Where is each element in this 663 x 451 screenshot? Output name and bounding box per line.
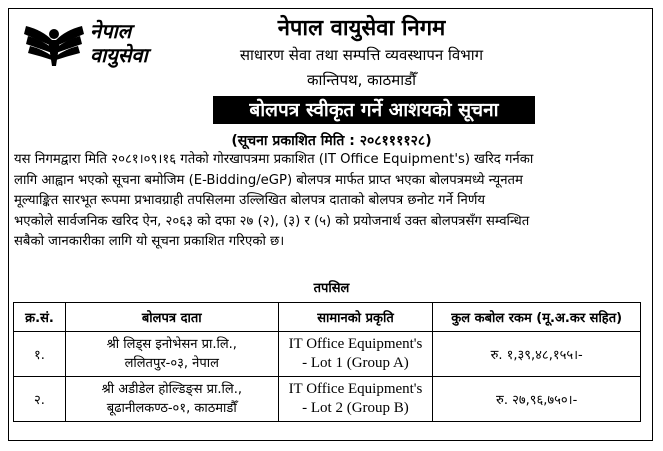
- bidder-cell: [65, 377, 278, 422]
- details-heading: तपसिल: [313, 281, 350, 296]
- table-row: [14, 377, 641, 422]
- col-header-nature: सामानको प्रकृति: [278, 303, 433, 332]
- notice-title: बोलपत्र स्वीकृत गर्ने आशयको सूचना: [213, 96, 535, 124]
- nature-line2: - Lot 2 (Group B): [302, 400, 409, 416]
- table-header-row: [14, 303, 641, 332]
- notice-body: [14, 150, 642, 253]
- serial-cell: २.: [14, 377, 66, 422]
- col-header-amount: कुल कबोल रकम (मू.अ.कर सहित): [433, 303, 641, 332]
- nature-line1: IT Office Equipment's: [288, 381, 423, 397]
- nature-line1: IT Office Equipment's: [288, 336, 423, 352]
- bidder-address: ललितपुर-०३, नेपाल: [124, 356, 219, 371]
- bidder-name: श्री अडीडेल होल्डिङ्स प्रा.लि.,: [101, 382, 242, 397]
- amount-cell: रु. १,३९,४८,१५५।-: [433, 332, 641, 377]
- award-table: [13, 302, 641, 422]
- body-line: सबैको जानकारीका लागि यो सूचना प्रकाशित गरिएको छ।: [14, 234, 285, 249]
- body-line: यस निगमद्वारा मिति २०८१।०९।१६ गतेको गोरखापत्रमा प्रकाशित (IT Office Equipment's) खरिद गर्नका: [14, 152, 534, 167]
- logo-text-line2: वायुसेवा: [90, 43, 148, 67]
- published-date: (सूचना प्रकाशित मिति : २०८११११२८): [231, 133, 432, 149]
- nature-line2: - Lot 1 (Group A): [302, 355, 409, 371]
- nature-cell: [278, 332, 433, 377]
- bidder-address: बूढानीलकण्ठ-०१, काठमाडौँ: [106, 401, 237, 416]
- organization-name: नेपाल वायुसेवा निगम: [277, 16, 446, 41]
- body-line: मूल्याङ्कित सारभूत रूपमा प्रभावग्राही तपसिलमा उल्लिखित बोलपत्र दाताको बोलपत्र छनोट गर्ने निर्णय: [14, 193, 486, 208]
- col-header-serial: क्र.सं.: [14, 303, 66, 332]
- department-name: साधारण सेवा तथा सम्पत्ति व्यवस्थापन विभाग: [239, 46, 484, 64]
- nature-cell: [278, 377, 433, 422]
- bidder-cell: [65, 332, 278, 377]
- bidder-name: श्री लिड्स इनोभेसन प्रा.लि.,: [106, 337, 237, 352]
- logo-text-line1: नेपाल: [90, 19, 132, 43]
- body-line: भएकोले सार्वजनिक खरिद ऐन, २०६३ को दफा २७ (२), (३) र (५) को प्रयोजनार्थ उक्त बोलपत्रसँग सम्वन्धित: [14, 213, 530, 229]
- amount-cell: रु. २७,९६,७५०।-: [433, 377, 641, 422]
- serial-cell: १.: [14, 332, 66, 377]
- table-row: [14, 332, 641, 377]
- col-header-bidder: बोलपत्र दाता: [65, 303, 278, 332]
- body-line: लागि आह्वान भएको सूचना बमोजिम (E-Bidding/eGP) बोलपत्र मार्फत प्राप्त भएका बोलपत्रमध्ये न्यूनतम: [14, 172, 523, 188]
- office-address: कान्तिपथ, काठमाडौँ: [307, 71, 416, 89]
